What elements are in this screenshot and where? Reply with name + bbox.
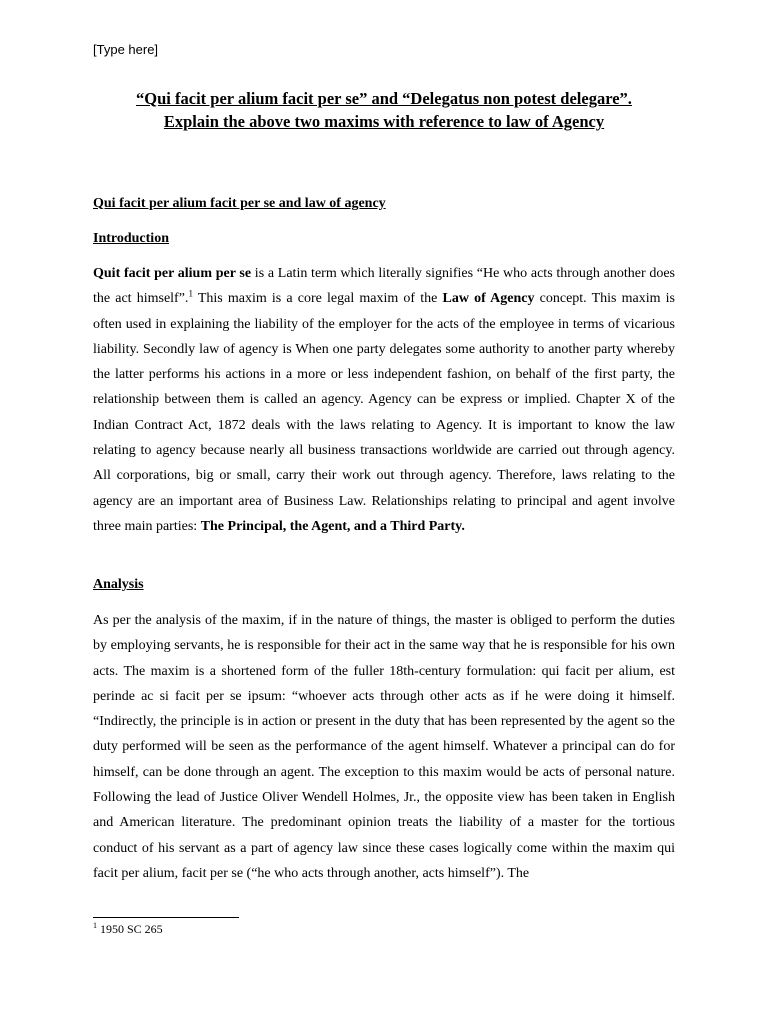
law-of-agency-term: Law of Agency [442, 291, 535, 307]
footnote-reference[interactable]: 1 [188, 288, 193, 299]
introduction-heading: Introduction [93, 231, 169, 246]
section-heading: Qui facit per alium facit per se and law of agency [93, 196, 386, 211]
header-placeholder[interactable]: [Type here] [93, 42, 159, 57]
footnote-separator [93, 917, 239, 918]
intro-text-1: is a Latin term which literally signifies “He who acts through another does the act himself”. [93, 266, 675, 307]
three-parties: The Principal, the Agent, and a Third Party. [200, 518, 465, 534]
footnote-text: 1950 SC 265 [97, 922, 163, 936]
introduction-paragraph [93, 261, 675, 539]
title-line-1: “Qui facit per alium facit per se” and “Delegatus non potest delegare”. [136, 89, 632, 108]
page-title [93, 87, 675, 133]
footnote [93, 921, 163, 937]
analysis-paragraph: As per the analysis of the maxim, if in the nature of things, the master is obliged to perform the duties by employing servants, he is responsible for their act in the same way that he is responsible for his own acts. The maxim is a shortened form of the fuller 18th-century formulation: qui facit per alium, est perinde ac si facit per se ipsum: “whoever acts through other acts as if he were doing it himself. “Indirectly, the principle is in action or present in the duty that has been represented by the agent so the duty performed will be seen as the performance of the agent himself. Whatever a principal can do for himself, can be done through an agent. The exception to this maxim would be acts of personal nature. Following the lead of Justice Oliver Wendell Holmes, Jr., the opposite view has been taken in English and American literature. The predominant opinion treats the liability of a master for the tortious conduct of his servant as a part of agency law since these cases logically come within the maxim qui facit per alium, facit per se (“he who acts through another, acts himself”). The [93, 613, 675, 881]
title-line-2: Explain the above two maxims with reference to law of Agency [163, 112, 605, 131]
analysis-heading: Analysis [93, 577, 144, 592]
intro-text-2: This maxim is a core legal maxim of the [192, 291, 443, 307]
intro-text-3: concept. This maxim is often used in explaining the liability of the employer for the acts of the employee in terms of vicarious liability. Secondly law of agency is When one party delegates some authority to another party whereby the latter performs his actions in a more or less independent fashion, on behalf of the first party, the relationship between them is called an agency. Agency can be express or implied. Chapter X of the Indian Contract Act, 1872 deals with the laws relating to Agency. It is important to know the law relating to agency because nearly all business transactions worldwide are carried out through agency. All corporations, big or small, carry their work out through agency. Therefore, laws relating to the agency are an important area of Business Law. Relationships relating to principal and agent involve three main parties: [93, 291, 675, 534]
footnote-number: 1 [93, 921, 97, 930]
maxim-term: Quit facit per alium per se [93, 266, 252, 281]
